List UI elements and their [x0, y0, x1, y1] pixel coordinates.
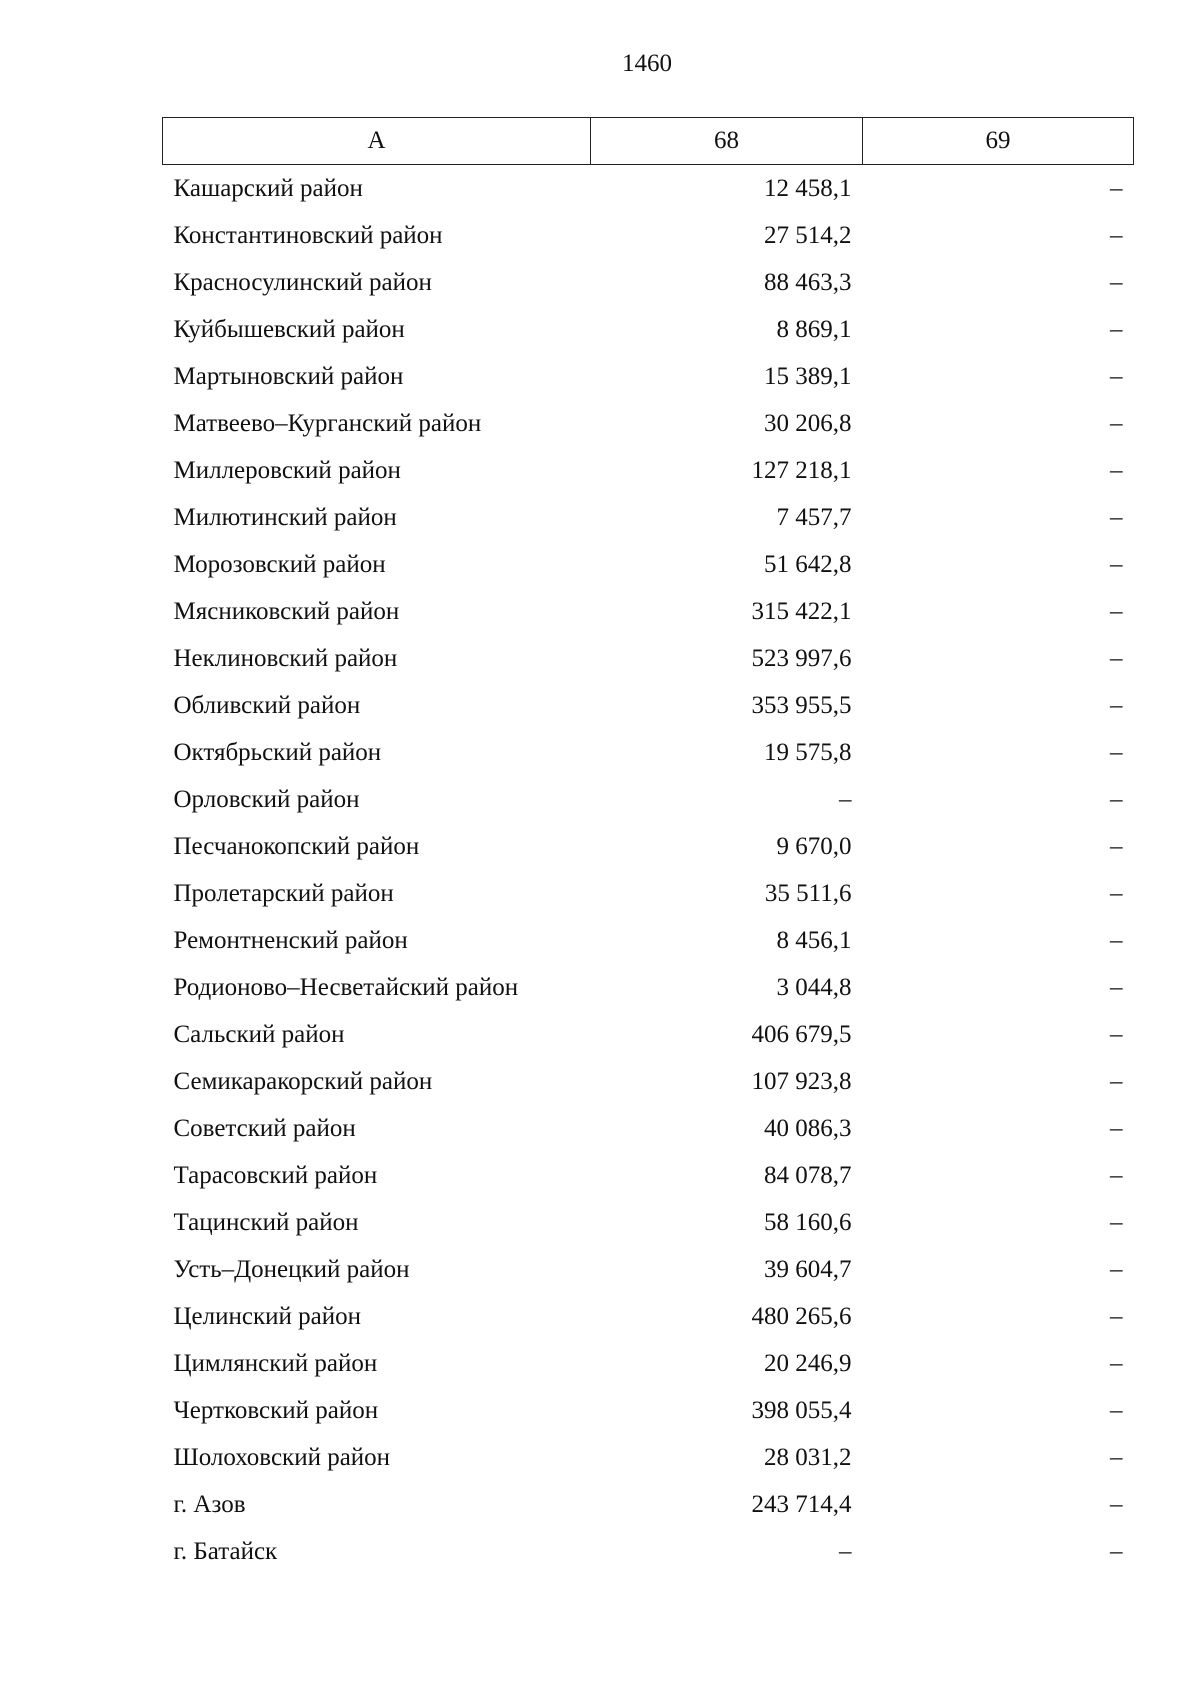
table-row: [163, 1528, 1134, 1575]
district-name-cell: Милютинский район: [173, 504, 397, 531]
value-69-cell: –: [1110, 1303, 1123, 1330]
district-name-cell: Мартыновский район: [173, 363, 404, 390]
value-68-cell: 398 055,4: [751, 1397, 852, 1424]
district-name-cell: г. Азов: [173, 1491, 246, 1518]
value-69-cell: –: [1110, 1162, 1123, 1189]
value-69-cell: –: [1110, 1256, 1123, 1283]
value-69-cell: –: [1110, 316, 1123, 343]
value-69-cell: –: [1110, 1491, 1123, 1518]
value-68-cell: 107 923,8: [751, 1068, 852, 1095]
column-header-a: А: [163, 118, 591, 165]
district-name-cell: Цимлянский район: [173, 1350, 378, 1377]
district-name-cell: Целинский район: [173, 1303, 361, 1330]
table-row: [163, 1058, 1134, 1105]
value-69-cell: –: [1110, 175, 1123, 202]
value-68-cell: 20 246,9: [764, 1350, 852, 1377]
table-row: [163, 212, 1134, 259]
table-row: [163, 1152, 1134, 1199]
table-row: [163, 494, 1134, 541]
table-row: [163, 682, 1134, 729]
table-row: [163, 353, 1134, 400]
value-69-cell: –: [1110, 1021, 1123, 1048]
table-row: [163, 1293, 1134, 1340]
district-name-cell: Усть–Донецкий район: [173, 1256, 410, 1283]
table-row: [163, 1481, 1134, 1528]
value-69-cell: –: [1110, 1209, 1123, 1236]
district-name-cell: Мясниковский район: [173, 598, 400, 625]
table-row: [163, 1246, 1134, 1293]
value-68-cell: 30 206,8: [764, 410, 852, 437]
district-name-cell: Семикаракорский район: [173, 1068, 433, 1095]
district-name-cell: Обливский район: [173, 692, 361, 719]
district-name-cell: г. Батайск: [173, 1538, 278, 1565]
value-69-cell: –: [1110, 1538, 1123, 1565]
value-69-cell: –: [1110, 645, 1123, 672]
table-body: [163, 165, 1134, 1576]
value-69-cell: –: [1110, 880, 1123, 907]
district-name-cell: Неклиновский район: [173, 645, 398, 672]
value-68-cell: –: [839, 786, 852, 813]
value-68-cell: 8 869,1: [776, 316, 852, 343]
value-68-cell: 523 997,6: [751, 645, 852, 672]
table-row: [163, 588, 1134, 635]
value-69-cell: –: [1110, 1350, 1123, 1377]
column-header-68: 68: [591, 118, 863, 165]
value-68-cell: –: [839, 1538, 852, 1565]
value-68-cell: 353 955,5: [751, 692, 852, 719]
district-name-cell: Куйбышевский район: [173, 316, 405, 343]
district-name-cell: Орловский район: [173, 786, 360, 813]
district-name-cell: Тацинский район: [173, 1209, 359, 1236]
value-69-cell: –: [1110, 1444, 1123, 1471]
table-row: [163, 1011, 1134, 1058]
table-row: [163, 306, 1134, 353]
value-69-cell: –: [1110, 222, 1123, 249]
value-69-cell: –: [1110, 1115, 1123, 1142]
table-row: [163, 729, 1134, 776]
value-68-cell: 88 463,3: [764, 269, 852, 296]
district-name-cell: Пролетарский район: [173, 880, 394, 907]
value-69-cell: –: [1110, 833, 1123, 860]
value-68-cell: 7 457,7: [776, 504, 852, 531]
table-row: [163, 1387, 1134, 1434]
value-68-cell: 51 642,8: [764, 551, 852, 578]
table-row: [163, 400, 1134, 447]
value-68-cell: 84 078,7: [764, 1162, 852, 1189]
value-68-cell: 8 456,1: [776, 927, 852, 954]
table-row: [163, 1199, 1134, 1246]
district-name-cell: Шолоховский район: [173, 1444, 391, 1471]
value-68-cell: 35 511,6: [764, 880, 852, 907]
value-68-cell: 9 670,0: [776, 833, 852, 860]
table-row: [163, 964, 1134, 1011]
district-name-cell: Морозовский район: [173, 551, 386, 578]
value-69-cell: –: [1110, 739, 1123, 766]
district-name-cell: Константиновский район: [173, 222, 443, 249]
value-69-cell: –: [1110, 410, 1123, 437]
district-name-cell: Родионово–Несветайский район: [173, 974, 519, 1001]
district-name-cell: Октябрьский район: [173, 739, 382, 766]
district-name-cell: Матвеево–Курганский район: [173, 410, 482, 437]
table-row: [163, 823, 1134, 870]
district-name-cell: Красносулинский район: [173, 269, 432, 296]
value-68-cell: 19 575,8: [764, 739, 852, 766]
data-table-container: [162, 117, 1133, 1575]
value-69-cell: –: [1110, 551, 1123, 578]
value-68-cell: 27 514,2: [764, 222, 852, 249]
table-header: [163, 118, 1134, 165]
district-name-cell: Кашарский район: [173, 175, 363, 202]
value-68-cell: 28 031,2: [764, 1444, 852, 1471]
value-69-cell: –: [1110, 363, 1123, 390]
value-68-cell: 12 458,1: [764, 175, 852, 202]
value-68-cell: 40 086,3: [764, 1115, 852, 1142]
district-name-cell: Миллеровский район: [173, 457, 401, 484]
table-row: [163, 1340, 1134, 1387]
value-69-cell: –: [1110, 692, 1123, 719]
data-table: [162, 117, 1134, 1575]
district-name-cell: Тарасовский район: [173, 1162, 378, 1189]
value-69-cell: –: [1110, 504, 1123, 531]
value-69-cell: –: [1110, 457, 1123, 484]
value-69-cell: –: [1110, 786, 1123, 813]
value-69-cell: –: [1110, 927, 1123, 954]
table-row: [163, 917, 1134, 964]
value-69-cell: –: [1110, 1068, 1123, 1095]
district-name-cell: Советский район: [173, 1115, 356, 1142]
value-69-cell: –: [1110, 974, 1123, 1001]
table-row: [163, 1105, 1134, 1152]
table-row: [163, 635, 1134, 682]
district-name-cell: Ремонтненский район: [173, 927, 408, 954]
value-68-cell: 58 160,6: [764, 1209, 852, 1236]
value-68-cell: 315 422,1: [751, 598, 852, 625]
district-name-cell: Песчанокопский район: [173, 833, 420, 860]
page-number: 1460: [622, 50, 672, 77]
value-69-cell: –: [1110, 598, 1123, 625]
value-68-cell: 127 218,1: [751, 457, 852, 484]
value-68-cell: 3 044,8: [776, 974, 852, 1001]
value-68-cell: 243 714,4: [751, 1491, 852, 1518]
column-header-69: 69: [863, 118, 1134, 165]
table-row: [163, 447, 1134, 494]
value-68-cell: 480 265,6: [751, 1303, 852, 1330]
table-row: [163, 259, 1134, 306]
table-row: [163, 870, 1134, 917]
table-row: [163, 165, 1134, 213]
value-68-cell: 15 389,1: [764, 363, 852, 390]
value-69-cell: –: [1110, 1397, 1123, 1424]
header-row: [163, 118, 1134, 165]
table-row: [163, 776, 1134, 823]
district-name-cell: Чертковский район: [173, 1397, 379, 1424]
value-68-cell: 39 604,7: [764, 1256, 852, 1283]
value-69-cell: –: [1110, 269, 1123, 296]
value-68-cell: 406 679,5: [751, 1021, 852, 1048]
table-row: [163, 1434, 1134, 1481]
table-row: [163, 541, 1134, 588]
district-name-cell: Сальский район: [173, 1021, 345, 1048]
